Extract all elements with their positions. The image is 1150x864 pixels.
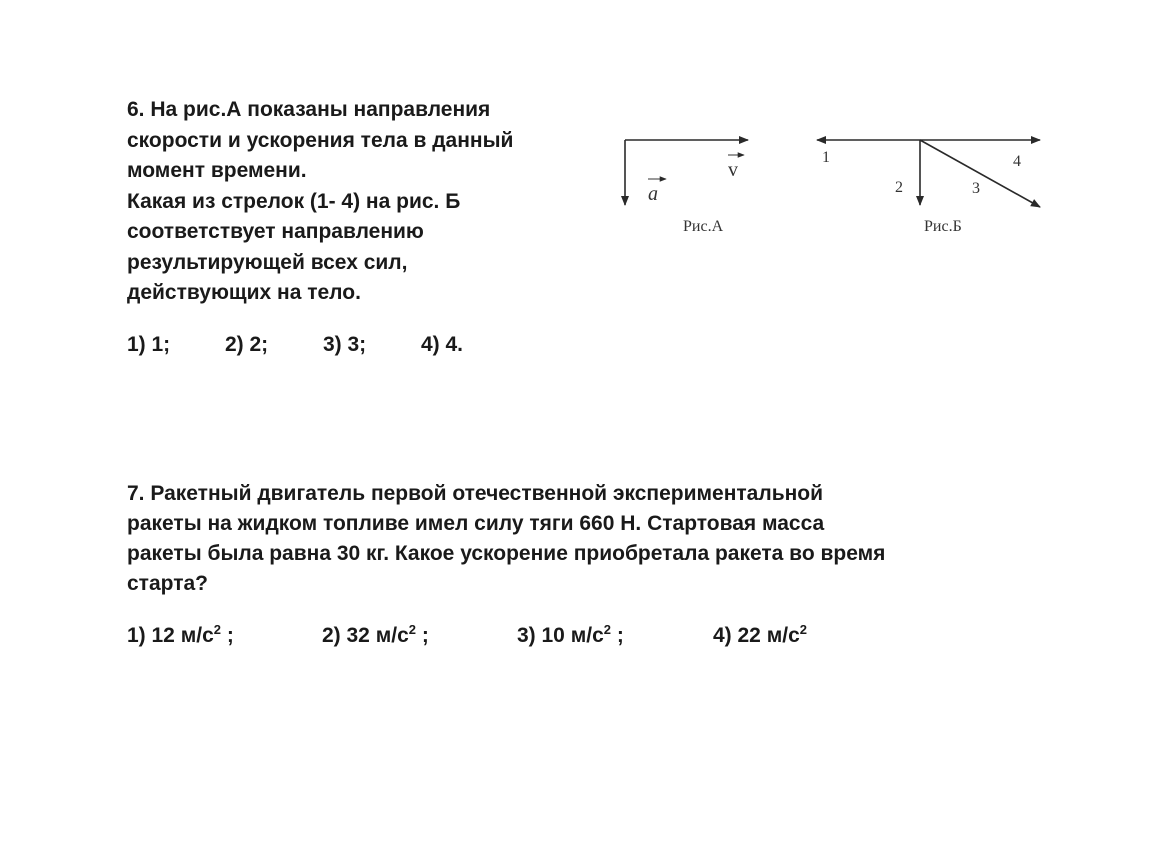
arrow-1-label: 1 bbox=[822, 149, 830, 166]
question-7-text bbox=[127, 479, 1047, 599]
answer-value: 1) 12 м/с bbox=[127, 624, 214, 647]
answer-option bbox=[517, 624, 624, 648]
figure-b bbox=[817, 140, 1040, 235]
answer-exponent: 2 bbox=[799, 622, 807, 637]
answer-suffix: ; bbox=[610, 624, 624, 647]
question-7-line: старта? bbox=[127, 572, 208, 595]
arrow-3-label: 3 bbox=[972, 180, 980, 197]
answer-option bbox=[322, 624, 429, 648]
answer-value: 2) 32 м/с bbox=[322, 624, 409, 647]
answer-value: 4) 22 м/с bbox=[713, 624, 800, 647]
acceleration-label: a bbox=[648, 183, 658, 205]
answer-exponent: 2 bbox=[408, 622, 416, 637]
question-6-line: результирующей всех сил, bbox=[127, 250, 408, 274]
question-6-line: соответствует направлению bbox=[127, 220, 424, 243]
answer-option: 4) 4. bbox=[421, 333, 464, 356]
figure-a bbox=[625, 140, 748, 235]
answer-option bbox=[127, 624, 234, 648]
answer-suffix: ; bbox=[220, 624, 234, 647]
velocity-label: v bbox=[728, 159, 738, 181]
answer-option: 3) 3; bbox=[323, 333, 367, 356]
question-7-line: ракеты была равна 30 кг. Какое ускорение приобретала ракета во время bbox=[127, 542, 886, 565]
arrow-4-label: 4 bbox=[1013, 153, 1021, 170]
answer-suffix: ; bbox=[415, 624, 429, 647]
arrow-3 bbox=[920, 140, 1040, 207]
question-6-line: 6. На рис.А показаны направления bbox=[127, 98, 491, 121]
answer-option: 1) 1; bbox=[127, 333, 171, 356]
question-6-line: момент времени. bbox=[127, 159, 307, 182]
figure-b-caption: Рис.Б bbox=[924, 218, 962, 235]
question-7-line: 7. Ракетный двигатель первой отечественной экспериментальной bbox=[127, 482, 824, 505]
answer-exponent: 2 bbox=[603, 622, 611, 637]
answer-option bbox=[713, 624, 807, 648]
answer-value: 3) 10 м/с bbox=[517, 624, 604, 647]
question-7-line: ракеты на жидком топливе имел силу тяги 660 Н. Стартовая масса bbox=[127, 512, 825, 535]
figure-a-caption: Рис.А bbox=[683, 218, 724, 235]
answer-option: 2) 2; bbox=[225, 333, 269, 356]
question-6-line: действующих на тело. bbox=[127, 281, 361, 304]
answer-exponent: 2 bbox=[213, 622, 221, 637]
arrow-2-label: 2 bbox=[895, 179, 903, 196]
question-6-line: скорости и ускорения тела в данный bbox=[127, 128, 514, 152]
question-6-line: Какая из стрелок (1- 4) на рис. Б bbox=[127, 189, 461, 213]
